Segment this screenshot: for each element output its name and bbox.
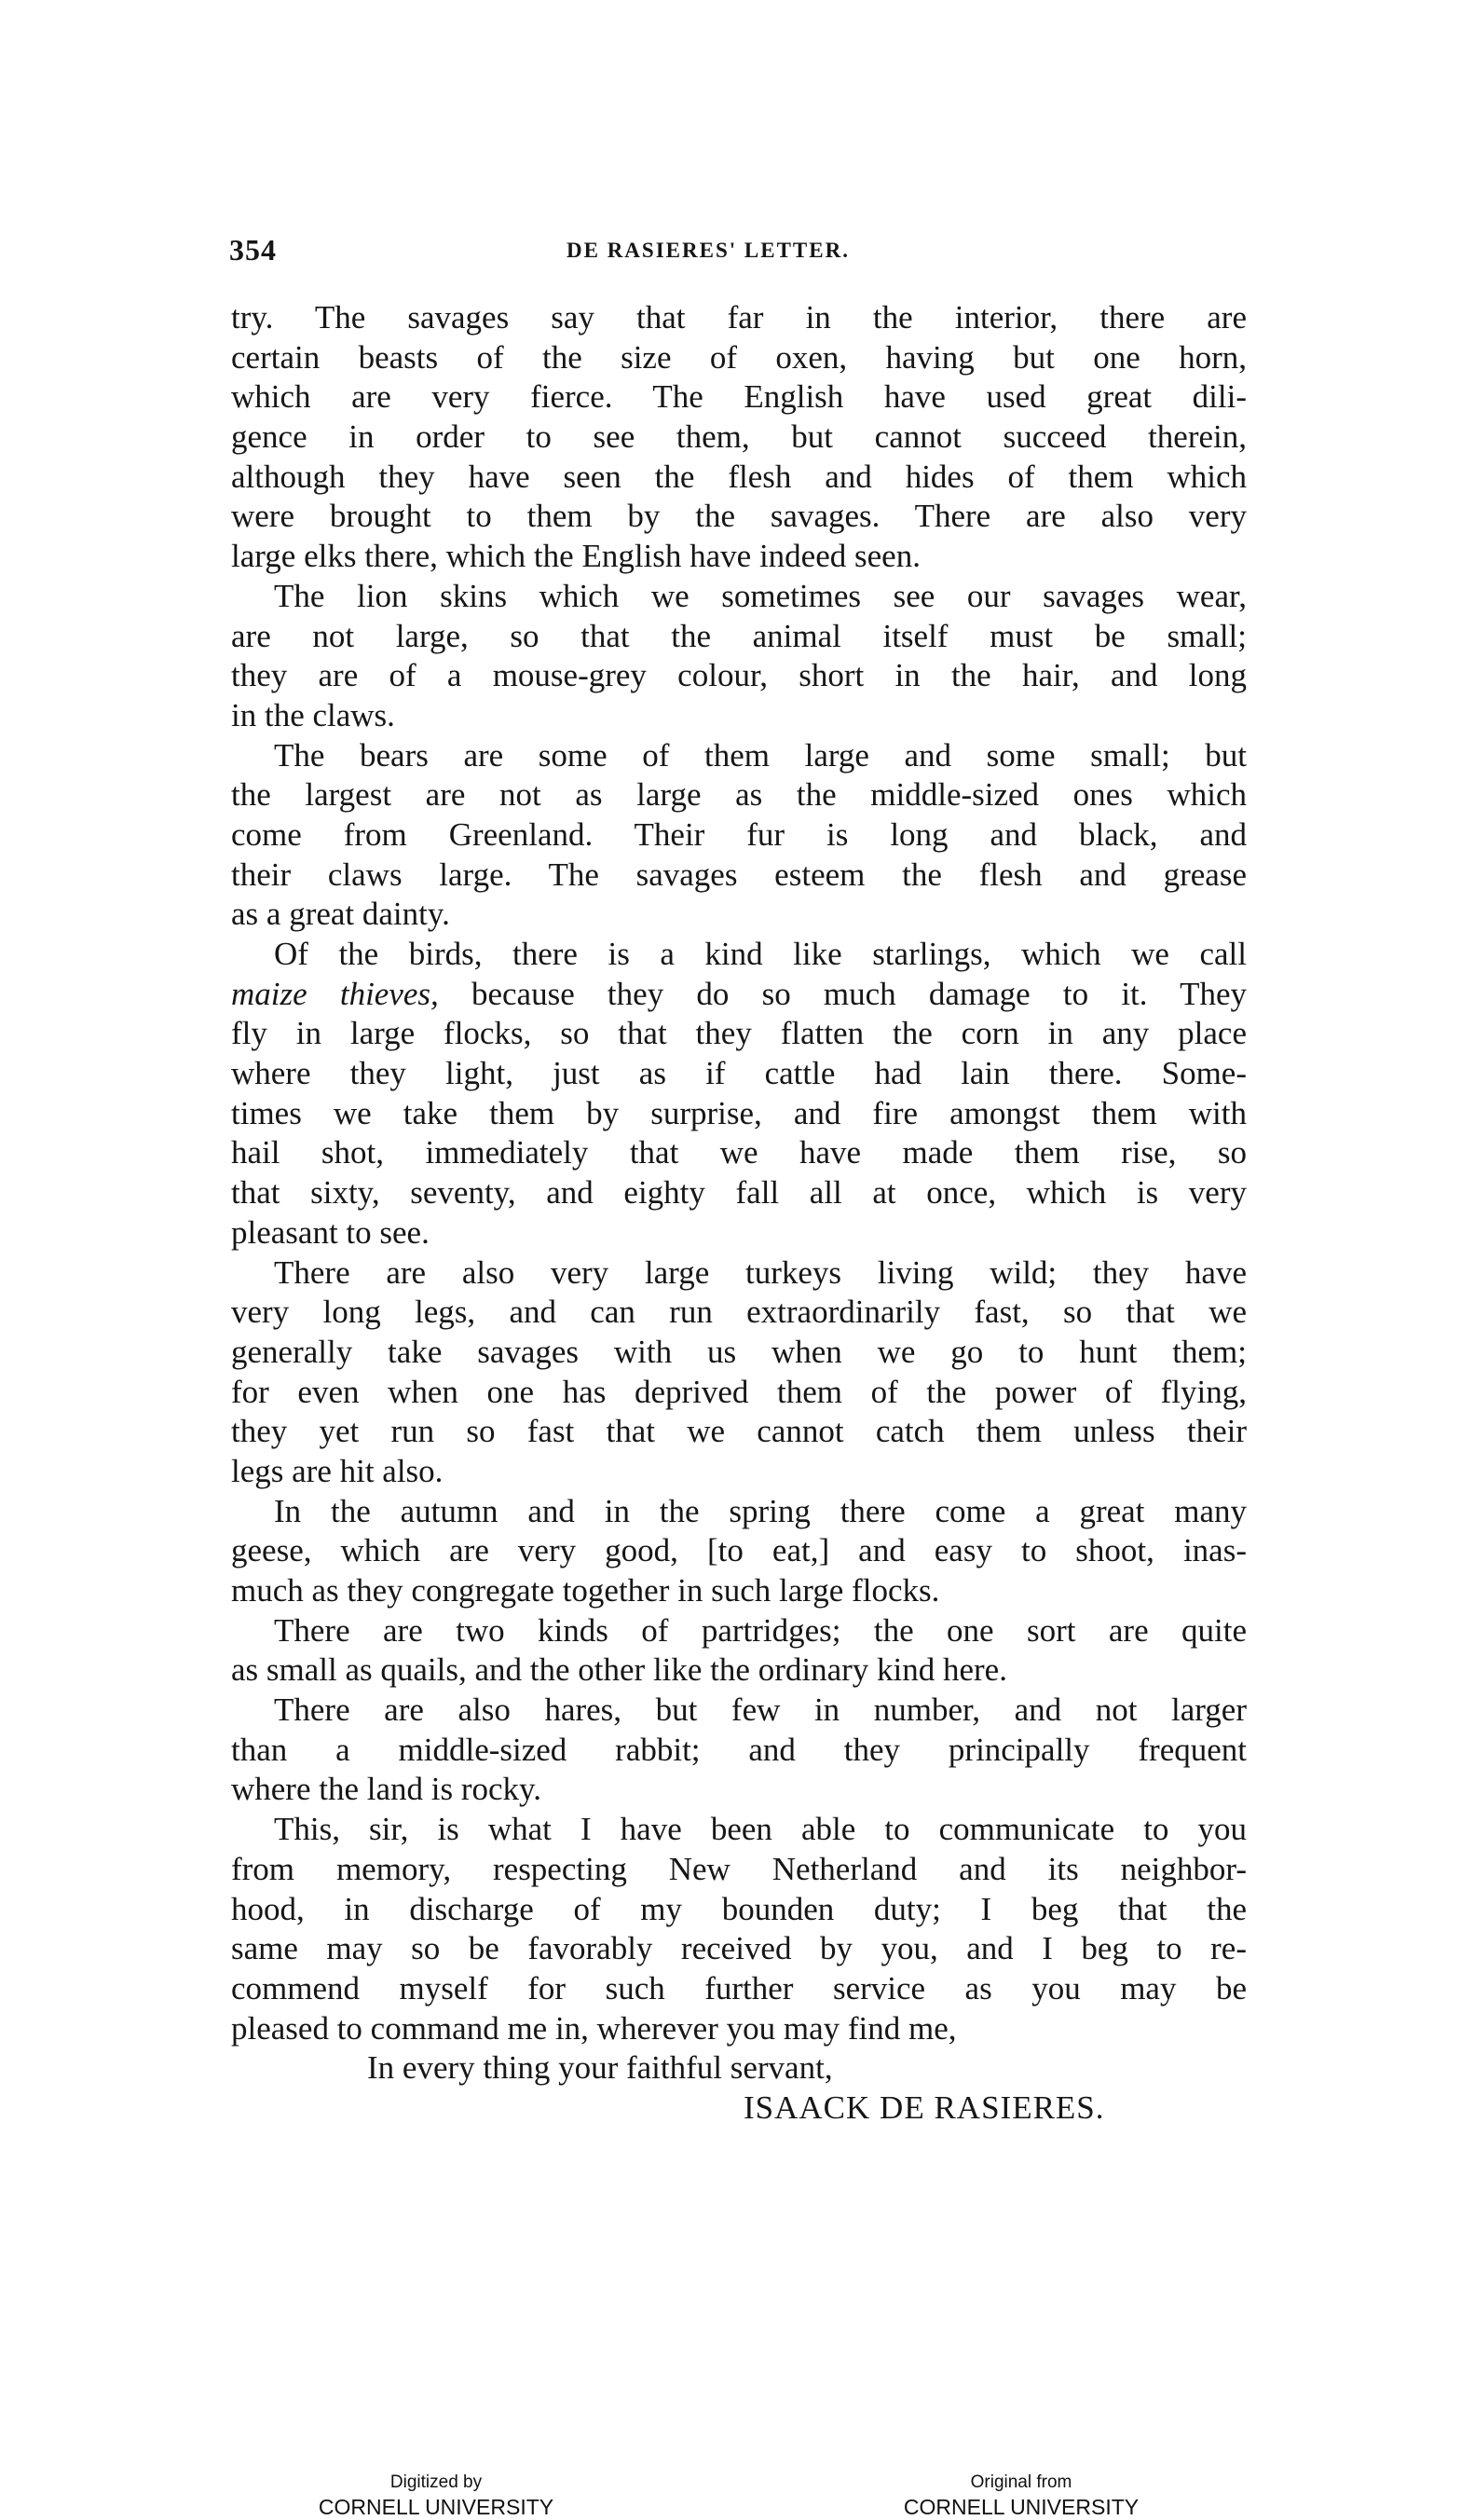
text-line: hail shot, immediately that we have made them rise, so [231, 1134, 1247, 1171]
digitized-by-credit [296, 2472, 576, 2520]
page-number: 354 [229, 233, 277, 267]
text-line: very long legs, and can run extraordinarily fast, so that we [231, 1294, 1247, 1331]
text-line: were brought to them by the savages. There are also very [231, 498, 1247, 535]
text-line: from memory, respecting New Netherland and its neighbor- [231, 1850, 1247, 1887]
text-line: that sixty, seventy, and eighty fall all at once, which is very [231, 1174, 1247, 1212]
text-line: hood, in discharge of my bounden duty; I beg that the [231, 1890, 1247, 1927]
text-segment: because they do so much damage to it. They [438, 975, 1247, 1012]
text-line [231, 975, 1247, 1015]
text-line: generally take savages with us when we go to hunt them; [231, 1333, 1247, 1370]
text-line: There are two kinds of partridges; the one sort are quite [274, 1611, 1247, 1649]
text-line: There are also very large turkeys living wild; they have [274, 1253, 1247, 1291]
text-line: The bears are some of them large and some small; but [274, 736, 1247, 774]
text-line: for even when one has deprived them of the power of flying, [231, 1373, 1247, 1410]
text-line: certain beasts of the size of oxen, having but one horn, [231, 338, 1247, 376]
text-line: much as they congregate together in such large flocks. [231, 1572, 940, 1609]
text-line: as small as quails, and the other like the ordinary kind here. [231, 1651, 1007, 1689]
original-from-institution: CORNELL UNIVERSITY [903, 2495, 1140, 2519]
digitized-by-institution: CORNELL UNIVERSITY [318, 2495, 554, 2519]
text-line: which are very fierce. The English have used great dili- [231, 378, 1247, 416]
text-line: Of the birds, there is a kind like starlings, which we call [274, 936, 1247, 972]
text-line: although they have seen the flesh and hides of them which [231, 458, 1247, 495]
text-line: fly in large flocks, so that they flatten the corn in any place [231, 1015, 1247, 1052]
text-line: they are of a mouse-grey colour, short in the hair, and long [231, 657, 1247, 694]
running-title: DE RASIERES' LETTER. [567, 239, 850, 262]
text-line: the largest are not as large as the middle-sized ones which [231, 776, 1247, 814]
text-line: than a middle-sized rabbit; and they principally frequent [231, 1731, 1247, 1768]
running-head [229, 233, 1245, 270]
text-line: geese, which are very good, [to eat,] and easy to shoot, inas- [231, 1532, 1247, 1569]
text-line: they yet run so fast that we cannot catch them unless their [231, 1413, 1247, 1450]
body-text [231, 298, 1247, 2129]
text-line: try. The savages say that far in the interior, there are [231, 299, 1247, 336]
text-line: The lion skins which we sometimes see our savages wear, [274, 577, 1247, 614]
text-line: large elks there, which the English have indeed seen. [231, 538, 921, 575]
text-line: their claws large. The savages esteem the flesh and grease [231, 856, 1247, 893]
closing-salutation: In every thing your faithful servant, [367, 2049, 833, 2087]
text-line: This, sir, is what I have been able to communicate to you [274, 1811, 1247, 1848]
text-line: There are also hares, but few in number, and not larger [274, 1691, 1247, 1729]
signature: ISAACK DE RASIERES. [744, 2089, 1105, 2126]
italic-phrase: maize thieves, [231, 975, 439, 1012]
text-line: pleased to command me in, wherever you may find me, [231, 2009, 957, 2047]
text-line: pleasant to see. [231, 1213, 430, 1251]
original-from-credit [881, 2472, 1161, 2520]
digitized-by-label: Digitized by [389, 2472, 483, 2492]
original-from-label: Original from [970, 2472, 1072, 2492]
text-line: as a great dainty. [231, 896, 450, 933]
text-line: where the land is rocky. [231, 1771, 542, 1808]
text-line: where they light, just as if cattle had lain there. Some- [231, 1055, 1247, 1092]
text-line: are not large, so that the animal itself must be small; [231, 617, 1247, 654]
text-line: legs are hit also. [231, 1452, 444, 1489]
text-line: commend myself for such further service as you may be [231, 1969, 1247, 2006]
text-line: gence in order to see them, but cannot succeed therein, [231, 418, 1247, 456]
text-line: same may so be favorably received by you, and I beg to re- [231, 1930, 1247, 1967]
text-line: times we take them by surprise, and fire amongst them with [231, 1094, 1247, 1131]
text-line: In the autumn and in the spring there come a great many [274, 1492, 1247, 1529]
text-line: come from Greenland. Their fur is long and black, and [231, 815, 1247, 853]
text-line: in the claws. [231, 696, 395, 733]
